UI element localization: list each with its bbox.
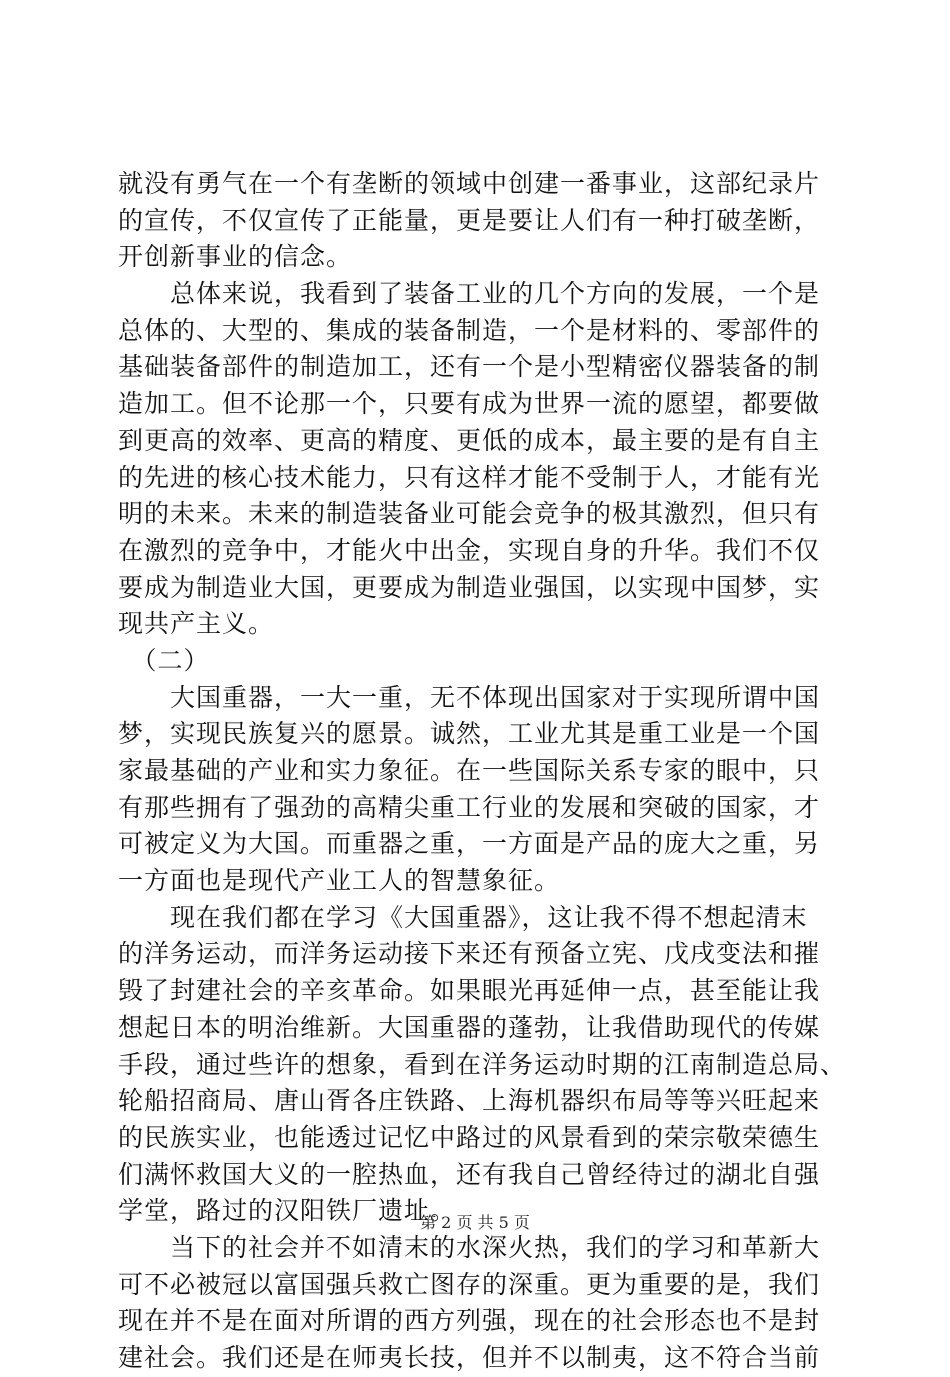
text-line: 现共产主义。 — [118, 609, 275, 639]
text-line: 要成为制造业大国，更要成为制造业强国，以实现中国梦，实 — [118, 572, 821, 602]
text-line: 总体来说，我看到了装备工业的几个方向的发展，一个是 — [118, 279, 821, 309]
text-line: 们满怀救国大义的一腔热血，还有我自己曾经待过的湖北自强 — [118, 1159, 821, 1189]
text-line: 想起日本的明治维新。大国重器的蓬勃，让我借助现代的传媒 — [118, 1012, 821, 1042]
text-line: 的宣传，不仅宣传了正能量，更是要让人们有一种打破垄断， — [118, 205, 821, 235]
text-line: 有那些拥有了强劲的高精尖重工行业的发展和突破的国家，才 — [118, 792, 821, 822]
text-line: 大国重器，一大一重，无不体现出国家对于实现所谓中国 — [118, 682, 821, 712]
text-line: 造加工。但不论那一个，只要有成为世界一流的愿望，都要做 — [118, 389, 821, 419]
text-line: 建社会。我们还是在师夷长技，但并不以制夷，这不符合当前 — [118, 1343, 821, 1372]
text-line: 学堂，路过的汉阳铁厂遗址。 — [118, 1196, 457, 1226]
text-line: 开创新事业的信念。 — [118, 242, 353, 272]
page-number-footer: 第 2 页 共 5 页 — [420, 1213, 530, 1232]
text-line: 手段，通过些许的想象，看到在洋务运动时期的江南制造总局、 — [118, 1049, 847, 1079]
document-body — [118, 166, 847, 1377]
text-line: 到更高的效率、更高的精度、更低的成本，最主要的是有自主 — [118, 425, 821, 455]
text-line: 的洋务运动，而洋务运动接下来还有预备立宪、戊戌变法和摧 — [118, 939, 821, 969]
text-line: 明的未来。未来的制造装备业可能会竞争的极其激烈，但只有 — [118, 499, 821, 529]
text-line: 梦，实现民族复兴的愿景。诚然，工业尤其是重工业是一个国 — [118, 719, 821, 749]
text-line: 现在并不是在面对所谓的西方列强，现在的社会形态也不是封 — [118, 1306, 821, 1336]
text-line: 现在我们都在学习《大国重器》，这让我不得不想起清末 — [118, 902, 808, 932]
text-line: 当下的社会并不如清末的水深火热，我们的学习和革新大 — [118, 1232, 821, 1262]
section-heading: （二） — [118, 645, 210, 675]
text-line: 的先进的核心技术能力，只有这样才能不受制于人，才能有光 — [118, 462, 821, 492]
text-line: 毁了封建社会的辛亥革命。如果眼光再延伸一点，甚至能让我 — [118, 976, 821, 1006]
text-line: 轮船招商局、唐山胥各庄铁路、上海机器织布局等等兴旺起来 — [118, 1086, 821, 1116]
text-line: 就没有勇气在一个有垄断的领域中创建一番事业，这部纪录片 — [118, 169, 821, 198]
text-line: 家最基础的产业和实力象征。在一些国际关系专家的眼中，只 — [118, 756, 821, 785]
text-line: 在激烈的竞争中，才能火中出金，实现自身的升华。我们不仅 — [118, 535, 821, 565]
text-line: 基础装备部件的制造加工，还有一个是小型精密仪器装备的制 — [118, 352, 821, 382]
text-line: 可被定义为大国。而重器之重，一方面是产品的庞大之重，另 — [118, 829, 821, 859]
text-line: 的民族实业，也能透过记忆中路过的风景看到的荣宗敬荣德生 — [118, 1122, 821, 1152]
text-line: 可不必被冠以富国强兵救亡图存的深重。更为重要的是，我们 — [118, 1269, 821, 1299]
text-line: 一方面也是现代产业工人的智慧象征。 — [118, 866, 561, 896]
text-line: 总体的、大型的、集成的装备制造，一个是材料的、零部件的 — [118, 315, 821, 345]
